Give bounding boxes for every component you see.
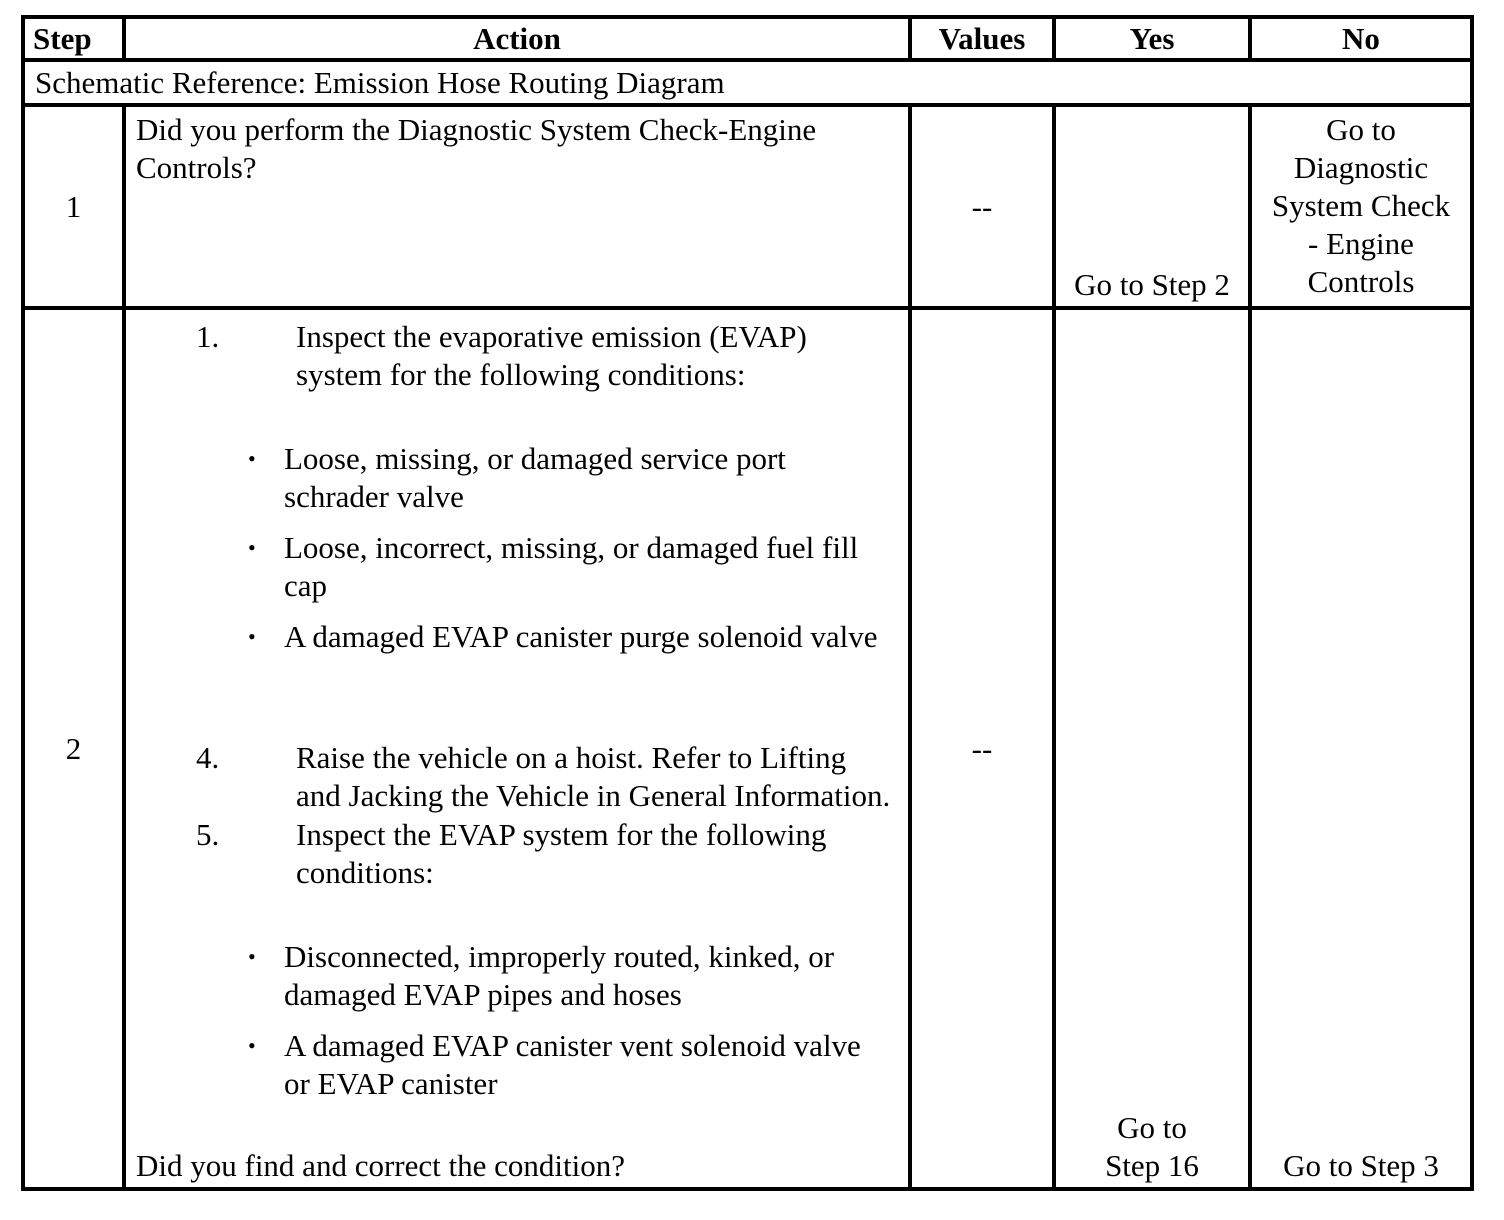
header-yes: Yes [1054,17,1250,60]
no-cell: Go to Step 3 [1250,308,1472,1189]
yes-text: Go to Step 16 [1105,1110,1199,1183]
bullet-icon: • [248,624,256,649]
bullet-text: Loose, incorrect, missing, or damaged fuel fill cap [284,530,859,603]
bullet-item [248,529,888,605]
step-number: 1 [23,105,124,308]
header-no: No [1250,17,1472,60]
list-text: Inspect the evaporative emission (EVAP) system for the following conditions: [296,319,807,392]
values-cell: -- [910,105,1054,308]
bullet-icon: • [248,446,256,471]
list-item [196,739,896,815]
schematic-reference: Schematic Reference: Emission Hose Routing Diagram [23,60,1472,105]
list-text: Raise the vehicle on a hoist. Refer to Lifting and Jacking the Vehicle in General Information. [296,740,891,813]
question-text: Did you find and correct the condition? [136,1148,625,1183]
yes-cell [1054,308,1250,1189]
action-text: Did you perform the Diagnostic System Check-Engine Controls? [124,105,910,308]
bullet-icon: • [248,1033,256,1058]
step-number: 2 [23,308,124,1189]
bullet-icon: • [248,944,256,969]
list-number: 1. [196,319,220,354]
table-row [23,308,1472,1189]
list-item [196,816,896,892]
bullet-item [248,618,888,656]
bullet-text: Disconnected, improperly routed, kinked, or damaged EVAP pipes and hoses [284,939,835,1012]
bullet-icon: • [248,535,256,560]
bullet-item [248,938,888,1014]
header-values: Values [910,17,1054,60]
values-cell: -- [910,308,1054,1189]
header-step: Step [23,17,124,60]
schematic-reference-row [23,60,1472,105]
bullet-text: A damaged EVAP canister vent solenoid valve or EVAP canister [284,1028,861,1101]
bullet-item [248,1027,888,1103]
bullet-item [248,440,888,516]
list-number: 4. [196,740,220,775]
table-row [23,105,1472,308]
bullet-text: Loose, missing, or damaged service port schrader valve [284,441,786,514]
action-list [136,310,898,1185]
table-header-row [23,17,1472,60]
diagnostic-table [21,15,1474,1191]
list-number: 5. [196,817,220,852]
no-cell [1250,105,1472,308]
list-text: Inspect the EVAP system for the following conditions: [296,817,827,890]
yes-cell: Go to Step 2 [1054,105,1250,308]
action-cell [124,308,910,1189]
no-text: Go to Diagnostic System Check - Engine Controls [1271,112,1451,299]
header-action: Action [124,17,910,60]
list-item [196,318,896,394]
bullet-text: A damaged EVAP canister purge solenoid valve [284,619,878,654]
